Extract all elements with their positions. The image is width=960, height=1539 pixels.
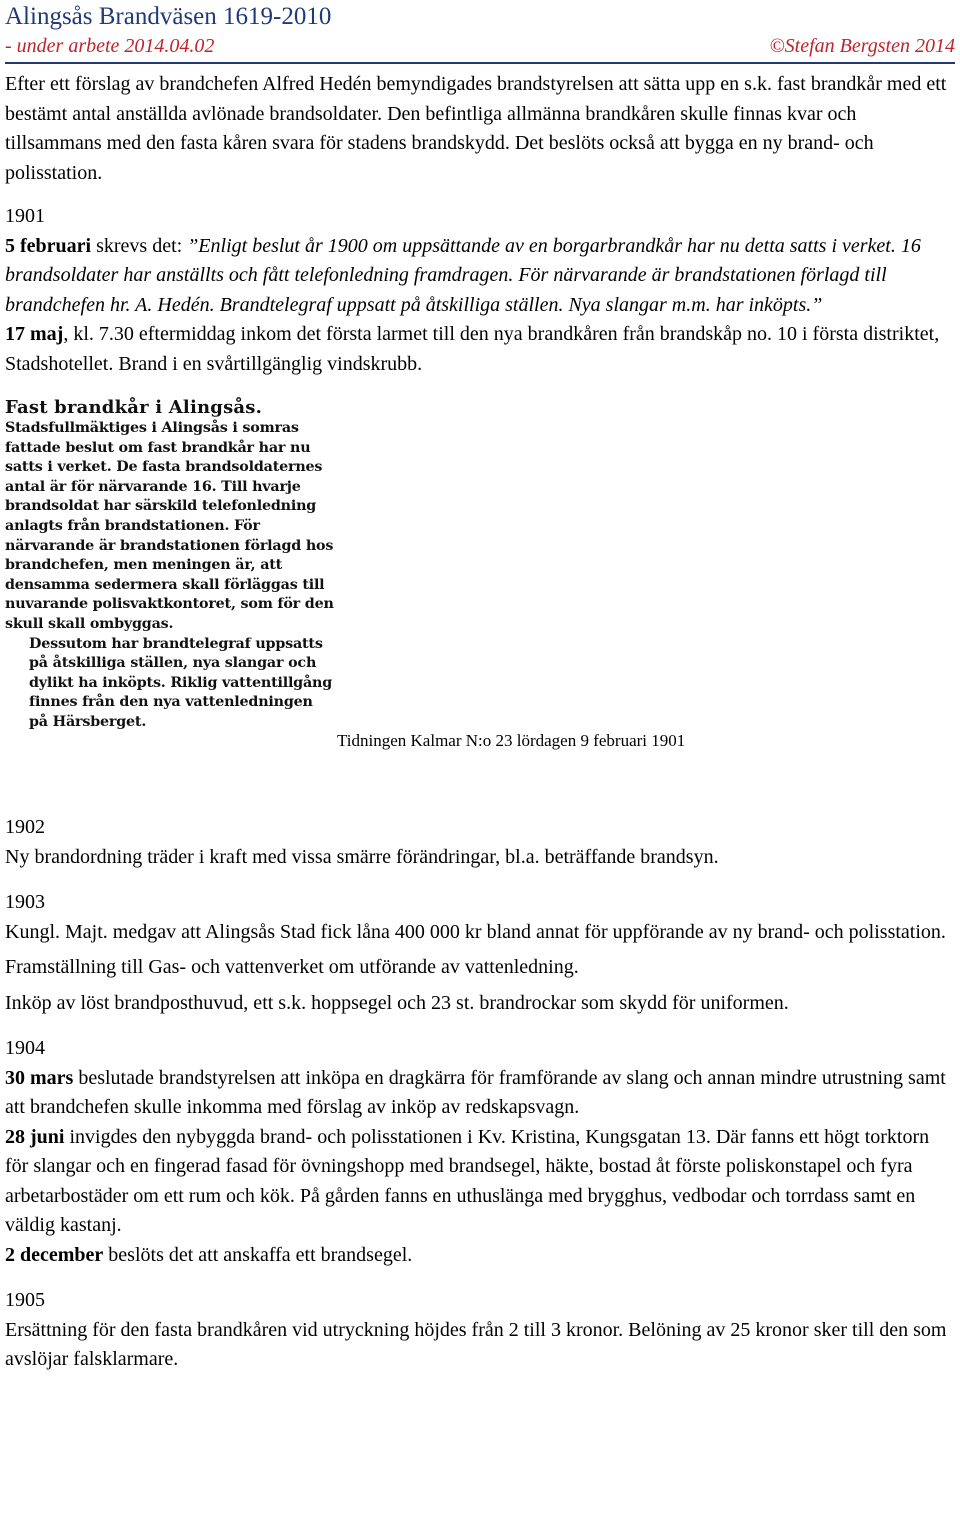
entry-1903-water: Framställning till Gas- och vattenverket om utförande av vattenledning. (5, 956, 579, 978)
intro-paragraph: Efter ett förslag av brandchefen Alfred Hedén bemyndigades brandstyrelsen att sätta upp en s.k. fast brandkår med ett bestämt antal anställda avlönade brandsoldater. Den befintliga allmänna brandkåren skulle finnas kvar och tillsammans med den fasta kåren svara för stadens brandskydd. Det beslöts också att bygga en ny brand- och polisstation. (5, 73, 947, 184)
entry-1901-may (5, 320, 955, 379)
entry-text: invigdes den nybyggda brand- och polisstationen i Kv. Kristina, Kungsgatan 13. Där fanns ett högt torktorn för slangar och en fingerad fasad för övningshopp med brandsegel, häkte, bostad åt förste poliskonstapel och fyra arbetarbostäder om ett rum och kök. På gården fanns en uthuslänga med brygghus, vedbodar och torrdass samt en väldig kastanj. (5, 1125, 930, 1236)
date-label: 17 maj (5, 323, 64, 345)
newspaper-clipping (5, 397, 335, 733)
entry-text: beslöts det att anskaffa ett brandsegel. (103, 1243, 413, 1266)
entry-1901-february (5, 232, 955, 321)
entry-1903-loan: Kungl. Majt. medgav att Alingsås Stad fick låna 400 000 kr bland annat för uppförande av ny brand- och polisstation. (5, 920, 946, 943)
entry-text: , kl. 7.30 eftermiddag inkom det första larmet till den nya brandkåren från brandskåp no. 10 i första distriktet, Stadshotellet. Brand i en svårtillgänglig vindskrubb. (5, 323, 940, 375)
date-label: 2 december (5, 1243, 104, 1266)
entry-1904-december (5, 1241, 955, 1271)
date-label: 30 mars (5, 1066, 74, 1089)
entry-1904-march (5, 1064, 955, 1123)
quotation: ”Enligt beslut år 1900 om uppsättande av en borgarbrandkår har nu detta satts i verket. 16 brandsoldater har anställts och fått telefonledning framdragen. För närvarande är brandstationen förlagd till brandchefen hr. A. Hedén. Brandtelegraf uppsatt på åtskilliga ställen. Nya slangar m.m. har inköpts.” (5, 234, 921, 316)
entry-text: skrevs det: (91, 234, 188, 257)
entry-1903-purchase: Inköp av löst brandposthuvud, ett s.k. hoppsegel och 23 st. brandrockar som skydd för uniformen. (5, 991, 789, 1014)
newspaper-clipping-row (5, 397, 955, 797)
date-label: 5 februari (5, 234, 92, 257)
entry-text: beslutade brandstyrelsen att inköpa en dragkärra för framförande av slang och annan mindre utrustning samt att brandchefen skulle inkomma med förslag av inköp av redskapsvagn. (5, 1066, 946, 1118)
year-heading-1902: 1902 (5, 816, 45, 838)
draft-status: - under arbete 2014.04.02 (5, 35, 215, 57)
year-heading-1904: 1904 (5, 1037, 45, 1059)
entry-1902: Ny brandordning träder i kraft med vissa smärre förändringar, bl.a. beträffande brandsyn. (5, 845, 719, 868)
entry-1904-june (5, 1123, 955, 1241)
header-subline (5, 32, 955, 60)
clipping-paragraph: Stadsfullmäktiges i Alingsås i somras fattade beslut om fast brandkår har nu satts i verket. De fasta brandsoldaternes antal är för närvarande 16. Till hvarje brandsoldat har särskild telefonledning anlagts från brandstationen. För närvarande är brandstationen förlagd hos brandchefen, men meningen är, att densamma sedermera skall förläggas till nuvarande polisvaktkontoret, som för den skull skall ombyggas. (5, 420, 334, 632)
clipping-headline: Fast brandkår i Alingsås. (5, 397, 263, 418)
header-divider (5, 62, 955, 64)
year-heading-1903: 1903 (5, 891, 45, 913)
year-heading-1905: 1905 (5, 1289, 45, 1311)
document-page (5, 0, 955, 1375)
clipping-caption: Tidningen Kalmar N:o 23 lördagen 9 februari 1901 (337, 731, 686, 750)
copyright-notice: ©Stefan Bergsten 2014 (769, 35, 955, 57)
clipping-paragraph: Dessutom har brandtelegraf uppsatts på åtskilliga ställen, nya slangar och dylikt ha inköpts. Riklig vattentillgång finnes från den nya vattenledningen på Härsberget. (29, 635, 333, 730)
date-label: 28 juni (5, 1125, 65, 1148)
document-title: Alingsås Brandväsen 1619-2010 (5, 3, 332, 30)
entry-1905: Ersättning för den fasta brandkåren vid utryckning höjdes från 2 till 3 kronor. Belöning av 25 kronor sker till den som avslöjar falsklarmare. (5, 1318, 947, 1370)
year-heading-1901: 1901 (5, 205, 45, 227)
